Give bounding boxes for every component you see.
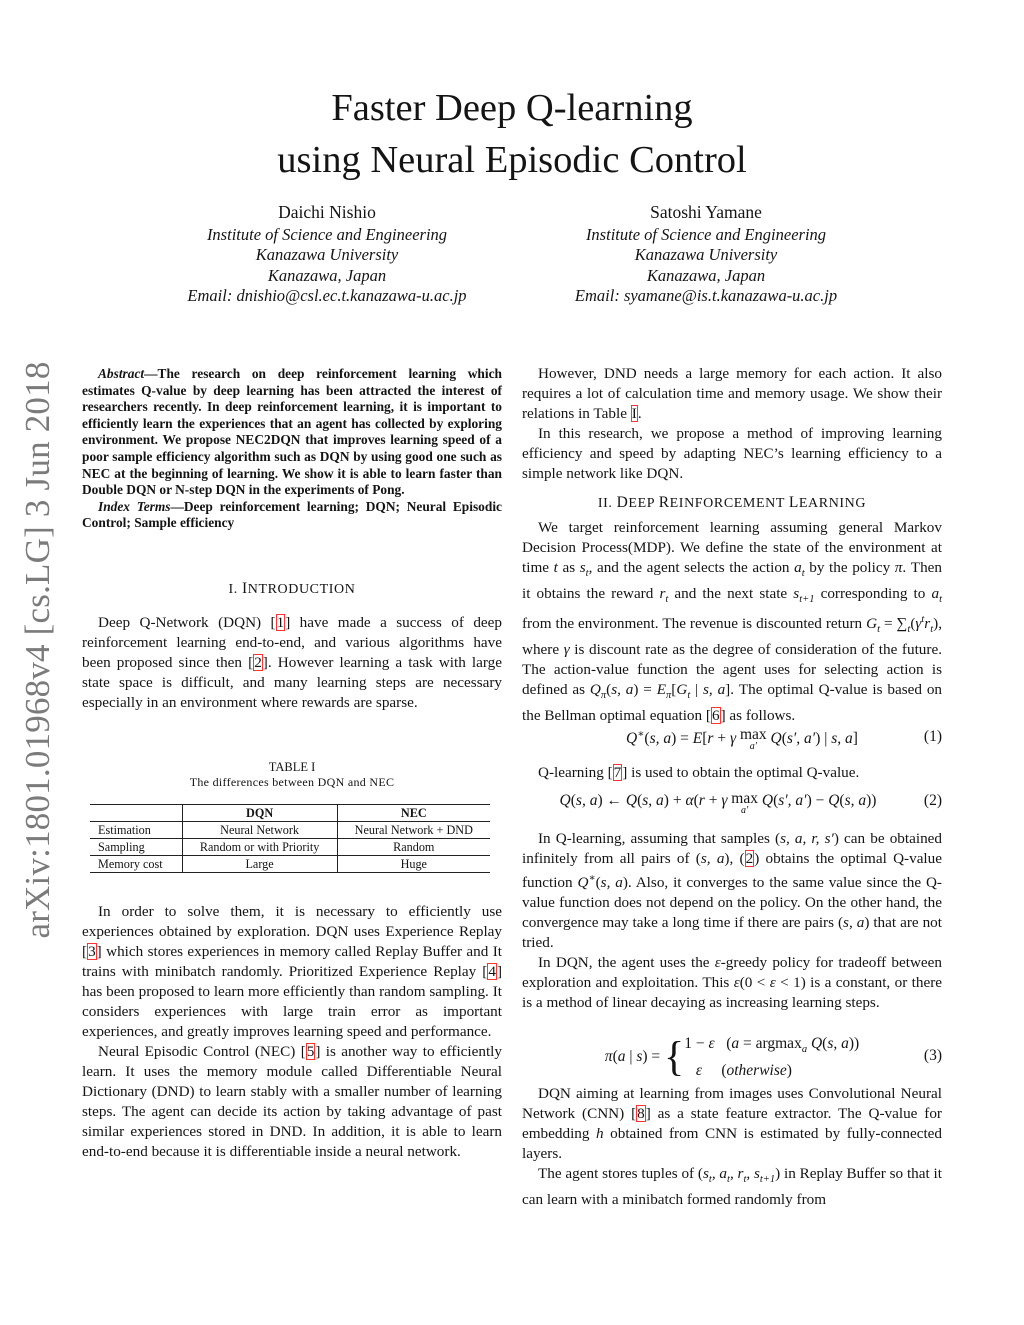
- author-location: Kanazawa, Japan: [267, 265, 387, 285]
- author-name: Satoshi Yamane: [650, 202, 762, 222]
- citation-link[interactable]: 6: [711, 707, 720, 724]
- text-run: obtained from CNN is estimated by fully-connected layers.: [522, 1125, 943, 1162]
- text-run: In DQN, the agent uses the: [538, 954, 715, 971]
- deep-rl-paragraph: We target reinforcement learning assuming general Markov Decision Process(MDP). We define the state of the environment at time t as $s_t$, and the agent selects the action $a_t$ by the policy π. Then it obtains the reward $r_t$ and the next state $s_{t+1}$ corresponding to $a_t$ from the environment. The revenue is discounted return $G_t = \sum_t(\gamma^tr_t)$, where γ is discount rate as the degree of consideration of the future. The action-value function the agent uses for selecting action is defined as $Q_\pi(s$, $a) = E_\pi[G_t$ | s, a]. The optimal Q-value is based on the Bellman optimal equation [6] as follows.: [522, 519, 943, 724]
- table-cell: Estimation: [90, 822, 182, 839]
- text-run: and the next state: [668, 585, 794, 602]
- abstract: [82, 366, 502, 499]
- right-column-top: [522, 364, 942, 484]
- table-cell: Large: [182, 856, 337, 873]
- text-run: is discount rate as the degree of consideration of the future. The action-value function the agent uses for selecting action is defined as: [522, 641, 942, 698]
- sec-letter: R: [658, 494, 670, 511]
- text-run: We target reinforcement learning assuming general Markov Decision Process(MDP). We define the state of the environment at time: [522, 519, 942, 576]
- table-caption-text: The differences between DQN and NEC: [189, 775, 395, 789]
- text-run: The agent stores tuples of: [538, 1165, 698, 1182]
- text-run: Q-learning: [538, 764, 608, 781]
- index-terms-text: —Deep reinforcement learning; DQN; Neural Episodic Control; Sample efficiency: [82, 498, 502, 531]
- text-run: In order to solve them, it is necessary to efficiently use experiences obtained by exploration. DQN uses Experience Replay: [82, 903, 502, 940]
- sec-rest: EARNING: [798, 496, 867, 511]
- sec-numeral: II.: [597, 496, 617, 511]
- text-run: In Q-learning, assuming that samples: [538, 830, 775, 847]
- author-block-1: [117, 202, 537, 307]
- paragraph: The agent stores tuples of ($s_t$, $a_t$, $r_t$, $s_{t+1}$) in Replay Buffer so that it can learn with a minibatch formed randomly from: [522, 1165, 942, 1208]
- text-run: .: [637, 405, 642, 422]
- text-run: has been proposed to learn more efficiently than random sampling. It considers experiences with large train error as important experiences, and greatly improves learning speed and performance.: [82, 983, 502, 1040]
- paragraph: [522, 364, 942, 424]
- sec-letter: D: [616, 494, 629, 511]
- paragraph: In order to solve them, it is necessary to efficiently use experiences obtained by exploration. DQN uses Experience Replay [3] which stores experiences in memory called Replay Buffer and It trains with minibatch randomly. Prioritized Experience Replay [4] has been proposed to learn more efficiently than random sampling. It considers experiences with large train error as important experiences, and greatly improves learning speed and performance.: [82, 903, 502, 1040]
- table-cell: Neural Network: [182, 822, 337, 839]
- section-heading-introduction: [82, 580, 502, 598]
- paragraph: In this research, we propose a method of improving learning efficiency and speed by adapting NEC’s learning efficiency to a simple network like DQN.: [522, 425, 942, 482]
- text-run: as a state feature extractor. The Q-value for embedding: [522, 1105, 942, 1142]
- equation-1: [522, 728, 942, 764]
- section-heading-deep-rl: [522, 494, 942, 512]
- citation-link[interactable]: 5: [306, 1043, 315, 1060]
- citation-link[interactable]: 2: [254, 654, 262, 671]
- text-run: by the policy: [804, 559, 895, 576]
- text-run: , and the agent selects the action: [588, 559, 795, 576]
- author-name: Daichi Nishio: [278, 202, 376, 222]
- equation-body: Q∗(s, a) = E[r + γ max a′ Q(s′, a′) | s, a]: [626, 726, 858, 752]
- text-run: Neural Episodic Control (NEC): [98, 1043, 301, 1060]
- title-line-1: Faster Deep Q-learning: [331, 87, 693, 129]
- table-cell: Random or with Priority: [182, 839, 337, 856]
- table-row: [90, 839, 490, 856]
- abstract-text: —The research on deep reinforcement learning which estimates Q-value by deep learning has been attracted the interest of researchers recently. In deep reinforcement learning, it is important to efficiently learn the experiences that an agent has collected by exploring environment. We propose NEC2DQN that improves learning speed of a poor sample efficiency algorithm such as DQN by using good one such as NEC at the beginning of learning. We show it is able to learn faster than Double DQN or N-step DQN in the experiments of Pong.: [82, 366, 502, 498]
- table-header-cell: [90, 805, 182, 822]
- arxiv-stamp: arXiv:1801.01968v4 [cs.LG] 3 Jun 2018: [18, 361, 57, 939]
- table-label: TABLE I: [268, 760, 316, 774]
- text-run: in Replay Buffer so that it can learn with a minibatch formed randomly from: [522, 1165, 942, 1208]
- text-run: as follows.: [725, 707, 796, 724]
- equation-2: [522, 792, 942, 828]
- table-row: [90, 822, 490, 839]
- text-run: as: [557, 559, 580, 576]
- author-university: Kanazawa University: [634, 245, 778, 264]
- intro-paragraph-1: Deep Q-Network (DQN) [1] have made a success of deep reinforcement learning end-to-end, and various algorithms have been proposed since then [2]. However learning a task with large state space is difficult, and many learning steps are necessary especially in an environment where rewards are sparse.: [82, 614, 503, 711]
- text-run: can be obtained infinitely from all pairs of: [522, 830, 943, 867]
- author-email[interactable]: Email: dnishio@csl.ec.t.kanazawa-u.ac.jp: [187, 286, 467, 305]
- author-block-2: [496, 202, 916, 307]
- table-header-cell: DQN: [182, 805, 337, 822]
- sec-rest: NTRODUCTION: [247, 582, 356, 597]
- equation-3: [522, 1033, 942, 1081]
- table-link[interactable]: I: [631, 405, 637, 422]
- paper-title: [0, 82, 1024, 186]
- index-terms: [82, 499, 502, 532]
- text-run: . Then it obtains the reward: [522, 559, 942, 602]
- table-cell: Sampling: [90, 839, 182, 856]
- table-row: [90, 856, 490, 873]
- author-affiliation: Institute of Science and Engineering: [206, 224, 448, 244]
- citation-link[interactable]: 4: [488, 963, 496, 980]
- table-caption: [82, 760, 502, 790]
- equation-body: Q(s, a) ← Q(s, a) + α(r + γ max a′ Q(s′, a′) − Q(s, a)): [559, 790, 877, 816]
- sec-rest: EEP: [628, 496, 655, 511]
- table-cell: Huge: [337, 856, 490, 873]
- table-cell: Memory cost: [90, 856, 182, 873]
- q-learning-sentence: Q-learning [7] is used to obtain the optimal Q-value.: [538, 764, 860, 781]
- author-location: Kanazawa, Japan: [646, 265, 766, 285]
- text-run: . Also, it converges to the same value since the Q-value function does not depend on the policy. On the other hand, the convergence may take a long time if there are pairs: [522, 874, 942, 931]
- text-run: . However learning a task with large state space is difficult, and many learning steps are necessary especially in an environment where rewards are sparse.: [82, 654, 503, 711]
- equation-link[interactable]: 2: [745, 850, 754, 867]
- citation-link[interactable]: 3: [88, 943, 96, 960]
- paragraph: Neural Episodic Control (NEC) [5] is another way to efficiently learn. It uses the memory module called Differentiable Neural Dictionary (DND) to learn stably with a smaller number of learning steps. The agent can decide its action by taking advantage of past similar experiences stored in DND. In addition, it is able to learn end-to-end because it is differentiable inside a neural network.: [82, 1043, 502, 1160]
- sec-rest: EINFORCEMENT: [669, 496, 785, 511]
- sec-letter: L: [788, 494, 799, 511]
- index-terms-lead: Index Terms: [98, 498, 171, 514]
- text-run: from the environment. The revenue is discounted return: [522, 615, 867, 632]
- citation-link[interactable]: 1: [276, 614, 285, 631]
- sec-numeral: I.: [228, 582, 242, 597]
- text-run: -greedy policy for tradeoff between exploration and exploitation. This: [522, 954, 942, 991]
- citation-link[interactable]: 8: [637, 1105, 645, 1122]
- text-run: ,: [729, 850, 740, 867]
- author-email[interactable]: Email: syamane@is.t.kanazawa-u.ac.jp: [574, 286, 838, 305]
- text-run: have made a success of deep reinforcement learning end-to-end, and various algorithms have been proposed since then: [82, 614, 503, 671]
- abstract-lead: Abstract: [98, 366, 145, 381]
- author-university: Kanazawa University: [255, 245, 399, 264]
- table-header-row: [90, 805, 490, 822]
- text-run: . The optimal Q-value is based on the Bellman optimal equation: [522, 681, 943, 724]
- q-learning-paragraphs: [522, 829, 942, 1013]
- paragraph: In DQN, the agent uses the ε-greedy policy for tradeoff between exploration and exploitation. This ε(0 < ε < 1) is a constant, or there is a method of linear decaying as increasing learning steps.: [522, 954, 943, 1011]
- citation-link[interactable]: 7: [613, 764, 622, 781]
- equation-number: (1): [923, 728, 942, 745]
- table-header-cell: NEC: [337, 805, 490, 822]
- paragraph: In Q-learning, assuming that samples (s, a, r, s′) can be obtained infinitely from all pairs of (s, a), (2) obtains the optimal Q-value function Q∗(s, a). Also, it converges to the same value since the Q-value function does not depend on the policy. On the other hand, the convergence may take a long time if there are pairs (s, a) that are not tried.: [522, 830, 943, 951]
- paragraph: DQN aiming at learning from images uses Convolutional Neural Network (CNN) [8] as a state feature extractor. The Q-value for embedding h obtained from CNN is estimated by fully-connected layers.: [522, 1085, 943, 1162]
- equation-body: π(a | s) = {1 − ε (a = argmax$_a$ Q(s, a)) ε (otherwise): [604, 1034, 860, 1081]
- text-run: is used to obtain the optimal Q-value.: [627, 764, 860, 781]
- text-run: that are not tried.: [522, 914, 942, 951]
- text-run: Deep Q-Network (DQN): [98, 614, 271, 631]
- table-cell: Neural Network + DND: [337, 822, 490, 839]
- left-column: [82, 366, 502, 532]
- text-run: is a constant, or there is a method of linear decaying as increasing learning steps.: [522, 974, 943, 1011]
- sec-first-letter: I: [241, 580, 248, 597]
- title-line-2: using Neural Episodic Control: [277, 139, 747, 181]
- intro-paragraphs-2-3: [82, 902, 502, 1162]
- text-run: which stores experiences in memory called Replay Buffer and It trains with minibatch randomly. Prioritized Experience Replay: [82, 943, 502, 980]
- equation-number: (3): [923, 1047, 942, 1064]
- table-cell: Random: [337, 839, 490, 856]
- text-run: is another way to efficiently learn. It uses the memory module called Differentiable Neural Dictionary (DND) to learn stably with a smaller number of learning steps. The agent can decide its action by taking advantage of past similar experiences stored in DND. In addition, it is able to learn end-to-end because it is differentiable inside a neural network.: [82, 1043, 502, 1160]
- text-run: However, DND needs a large memory for each action. It also requires a lot of calculation time and memory usage. We show their relations in Table: [522, 365, 942, 422]
- comparison-table: [90, 804, 490, 873]
- text-run: corresponding to: [814, 585, 932, 602]
- author-affiliation: Institute of Science and Engineering: [585, 224, 827, 244]
- text-run: DQN aiming at learning from images uses Convolutional Neural Network (CNN): [522, 1085, 942, 1122]
- cnn-paragraphs: [522, 1084, 942, 1210]
- text-run: , where: [522, 615, 942, 658]
- equation-number: (2): [923, 792, 942, 809]
- text-run: obtains the optimal Q-value function: [522, 850, 942, 891]
